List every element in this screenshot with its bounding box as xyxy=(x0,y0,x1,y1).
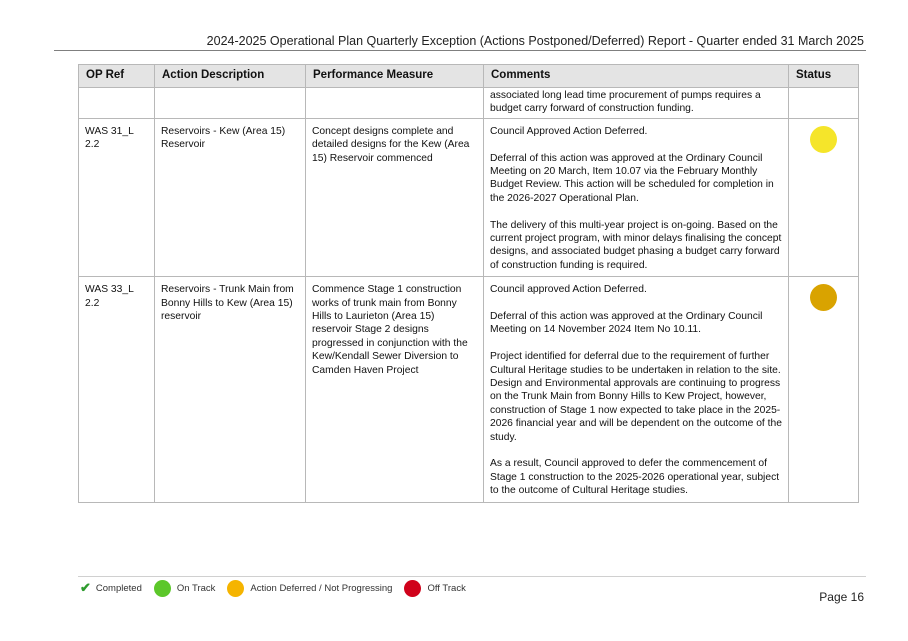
comment-paragraph: Council Approved Action Deferred. xyxy=(490,125,648,137)
check-icon: ✔ xyxy=(80,580,91,595)
page-number: Page 16 xyxy=(819,590,864,604)
column-header-op-ref: OP Ref xyxy=(79,65,155,88)
legend-item-off-track xyxy=(404,580,465,597)
column-header-action-description: Action Description xyxy=(155,65,306,88)
comment-paragraph: The delivery of this multi-year project is on-going. Based on the current project program, with minor delays finalising the concept designs, and associated budget phasing a budget carry forward of construction funding is required. xyxy=(490,219,782,271)
cell-action: Reservoirs - Trunk Main from Bonny Hills to Kew (Area 15) reservoir xyxy=(155,277,306,502)
amber-circle-icon xyxy=(227,580,244,597)
table-row xyxy=(79,118,859,276)
red-circle-icon xyxy=(404,580,421,597)
green-circle-icon xyxy=(154,580,171,597)
cell-op-ref: WAS 31_L 2.2 xyxy=(79,118,155,276)
cell-measure: Concept designs complete and detailed designs for the Kew (Area 15) Reservoir commenced xyxy=(306,118,484,276)
cell-measure: Commence Stage 1 construction works of trunk main from Bonny Hills to Laurieton (Area 15) reservoir Stage 2 designs progressed in conjunction with the Kew/Kendall Sewer Diversion to Camden Haven Project xyxy=(306,277,484,502)
exception-report-table xyxy=(78,64,859,503)
table-row-continuation xyxy=(79,88,859,119)
status-legend xyxy=(80,578,478,598)
cell-comments xyxy=(484,277,789,502)
comment-paragraph: As a result, Council approved to defer the commencement of Stage 1 construction to the 2025-2026 operational year, subject to the outcome of Cultural Heritage studies. xyxy=(490,458,780,497)
cell-measure xyxy=(306,88,484,119)
legend-label: Completed xyxy=(95,582,142,594)
status-indicator-dot xyxy=(810,126,837,153)
cell-op-ref: WAS 33_L 2.2 xyxy=(79,277,155,502)
column-header-comments: Comments xyxy=(484,65,789,88)
legend-label: Off Track xyxy=(427,582,466,594)
cell-action: Reservoirs - Kew (Area 15) Reservoir xyxy=(155,118,306,276)
table-row xyxy=(79,277,859,502)
cell-action xyxy=(155,88,306,119)
comment-paragraph: Project identified for deferral due to the requirement of further Cultural Heritage studies to be undertaken in relation to the site. Design and Environmental approvals are continuing to progress on the Trunk Main from Bonny Hills to Kew Project, however, construction of Stage 1 now expected to take place in the 2025-2026 financial year and will be dependent on the outcome of the study. xyxy=(490,351,782,443)
cell-op-ref xyxy=(79,88,155,119)
cell-status xyxy=(789,277,859,502)
cell-comments xyxy=(484,118,789,276)
column-header-performance-measure: Performance Measure xyxy=(306,65,484,88)
legend-item-on-track xyxy=(154,580,216,597)
status-indicator-dot xyxy=(810,284,837,311)
cell-status xyxy=(789,88,859,119)
comment-paragraph: Council approved Action Deferred. xyxy=(490,284,647,296)
column-header-status: Status xyxy=(789,65,859,88)
table-header-row xyxy=(79,65,859,88)
footer-divider xyxy=(78,576,866,577)
legend-label: On Track xyxy=(176,582,216,594)
cell-status xyxy=(789,118,859,276)
comment-paragraph: Deferral of this action was approved at the Ordinary Council Meeting on 20 March, Item 10.07 via the February Monthly Budget Review. This action will be scheduled for completion in the 2026-2027 Operational Plan. xyxy=(490,152,774,204)
comment-paragraph: Deferral of this action was approved at the Ordinary Council Meeting on 14 November 2024 Item No 10.11. xyxy=(490,311,763,336)
report-header-title: 2024-2025 Operational Plan Quarterly Exception (Actions Postponed/Deferred) Report - Quarter ended 31 March 2025 xyxy=(206,34,864,48)
legend-item-completed xyxy=(80,580,142,596)
cell-comments: associated long lead time procurement of pumps requires a budget carry forward of construction funding. xyxy=(484,88,789,119)
legend-label: Action Deferred / Not Progressing xyxy=(250,582,393,594)
legend-item-deferred xyxy=(227,580,392,597)
header-divider xyxy=(54,50,866,51)
